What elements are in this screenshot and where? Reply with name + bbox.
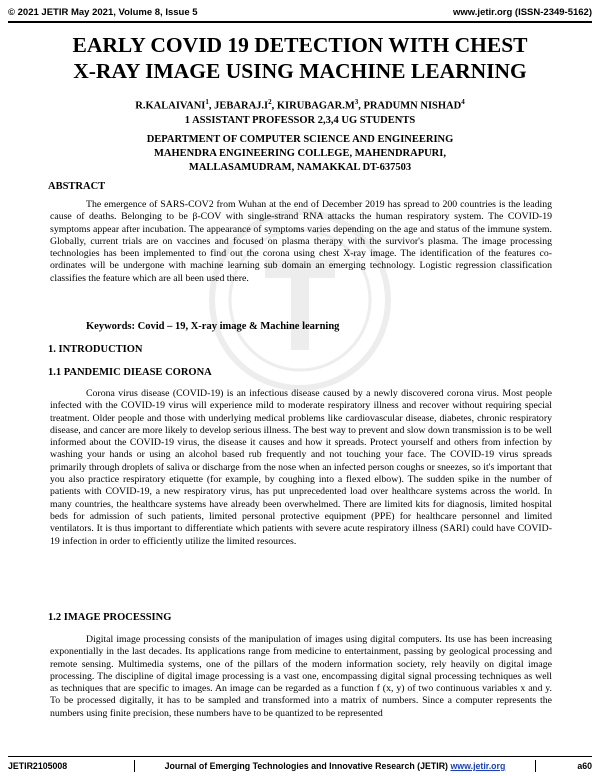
section-1-2-heading: 1.2 IMAGE PROCESSING — [48, 612, 172, 623]
paper-title — [20, 32, 580, 84]
affiliation-college: MAHENDRA ENGINEERING COLLEGE, MAHENDRAPURI, — [154, 148, 446, 159]
section-1-1-text: Corona virus disease (COVID-19) is an infectious disease caused by a newly discovered corona virus. Most people infected with the COVID-19 virus will experience mild to moderate respiratory illness and recover without requiring special treatment. Older people and those with underlying medical problems like cardiovascular disease, diabetes, chronic respiratory disease, and cancer are more likely to develop serious illness. The best way to prevent and slow down transmission is to be well informed about the COVID-19 virus, the disease it causes and how it spreads. Protect yourself and others from infection by washing your hands or using an alcohol based rub frequently and not touching your face. The COVID-19 virus spreads primarily through droplets of saliva or discharge from the nose when an infected person coughs or sneezes, so it's important that you also practice respiratory etiquette (for example, by coughing into a flexed elbow). The sudden spike in the number of patients with COVID-19, a new respiratory virus, has put unprecedented load over healthcare systems across the world. In many countries, the healthcare systems have already been overwhelmed. There are limited kits for diagnosis, limited hospital beds for admission of such patients, limited personal protective equipment (PPE) for healthcare personnel and limited ventilators. It is thus important to differentiate which patients with severe acute respiratory illness (SARI) could have COVID-19 infection in order to efficiently utilize the limited resources. — [50, 388, 552, 547]
keywords-line: Keywords: Covid – 19, X-ray image & Machine learning — [86, 321, 340, 332]
abstract-heading: ABSTRACT — [48, 181, 106, 192]
abstract-paragraph — [50, 199, 552, 285]
section-1-2-paragraph — [50, 634, 552, 720]
author-3: , KIRUBAGAR.M — [271, 100, 355, 112]
author-4-mark: 4 — [461, 98, 465, 106]
footer-separator-2 — [535, 760, 536, 772]
header-issn: www.jetir.org (ISSN-2349-5162) — [452, 6, 592, 18]
author-names — [20, 95, 580, 114]
abstract-text: The emergence of SARS-COV2 from Wuhan at the end of December 2019 has spread to 200 countries is the leading cause of deaths. Belonging to be β-COV with single-strand RNA attacks the human respiratory system. The COVID-19 symptoms appear after incubation. The appearance of symptoms varies depending on the age and status of the immune system. Globally, current trials are on vaccines and focused on plasma therapy with the survivor's plasma. The image processing technologies has been implemented to find out the corona using chest X-ray image. The identification of the features co-ordinates will be undergone with machine learning sub domain an emerging technology. Logistic regression classification classifies the feature which are all been used there. — [50, 199, 552, 284]
running-header — [8, 4, 592, 20]
footer-separator — [134, 760, 135, 772]
footer-rule — [8, 756, 592, 757]
footer-paper-id: JETIR2105008 — [8, 761, 68, 771]
affiliation-department: DEPARTMENT OF COMPUTER SCIENCE AND ENGINEERING — [146, 134, 454, 145]
author-1: R.KALAIVANI — [135, 100, 206, 112]
paper-title-line-1: EARLY COVID 19 DETECTION WITH CHEST — [72, 33, 528, 57]
footer-journal-link[interactable]: www.jetir.org — [450, 761, 506, 771]
author-2-mark: 2 — [268, 98, 272, 106]
footer-journal — [141, 761, 529, 771]
section-1-2-text: Digital image processing consists of the manipulation of images using digital computers. Its use has been increasing exponentially in the last decades. Its applications range from medicine to entertainment, passing by geological processing and remote sensing. Multimedia systems, one of the pillars of the modern information society, rely heavily on digital image processing. The discipline of digital image processing is a vast one, encompassing digital signal processing techniques as well as techniques that are specific to images. An image can be regarded as a function f (x, y) of two continuous variables x and y. To be processed digitally, it has to be sampled and transformed into a matrix of numbers. Since a computer represents the numbers using finite precision, these numbers have to be quantized to be represented — [50, 634, 552, 719]
author-block — [20, 95, 580, 128]
paper-title-line-2: X-RAY IMAGE USING MACHINE LEARNING — [73, 59, 527, 83]
footer-page-number: a60 — [577, 761, 592, 771]
author-4: , PRADUMN NISHAD — [358, 100, 462, 112]
author-2: , JEBARAJ.I — [208, 100, 269, 112]
section-1-1-heading: 1.1 PANDEMIC DIEASE CORONA — [48, 367, 212, 378]
author-1-mark: 1 — [205, 98, 209, 106]
running-footer — [8, 759, 592, 773]
footer-journal-name: Journal of Emerging Technologies and Innovative Research (JETIR) — [164, 761, 448, 771]
header-rule — [8, 21, 592, 23]
section-1-1-paragraph — [50, 388, 552, 548]
header-copyright: © 2021 JETIR May 2021, Volume 8, Issue 5 — [8, 6, 198, 18]
affiliation-block — [20, 133, 580, 175]
section-introduction-heading: 1. INTRODUCTION — [48, 344, 143, 355]
affiliation-address: MALLASAMUDRAM, NAMAKKAL DT-637503 — [188, 162, 412, 173]
author-roles: 1 ASSISTANT PROFESSOR 2,3,4 UG STUDENTS — [184, 114, 416, 126]
author-3-mark: 3 — [354, 98, 359, 106]
